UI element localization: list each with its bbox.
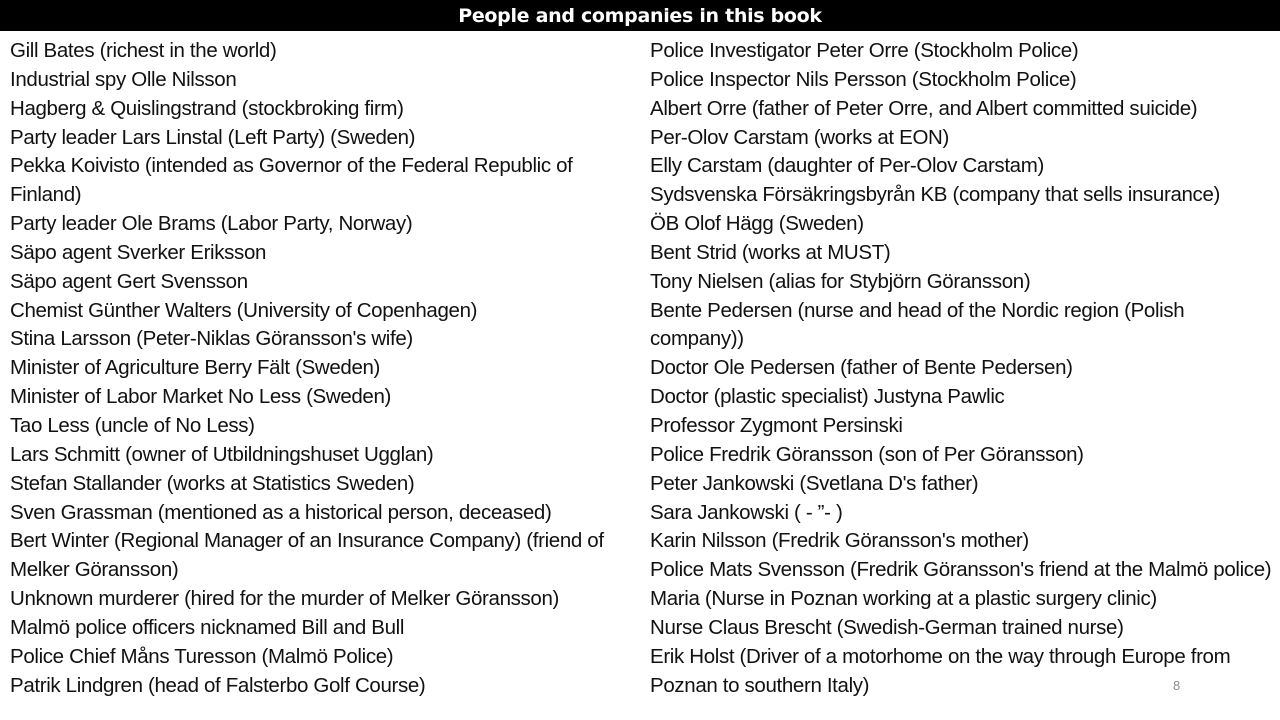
left-column <box>10 37 635 700</box>
list-item: Police Inspector Nils Persson (Stockholm Police) <box>650 67 1077 91</box>
list-item: Säpo agent Sverker Eriksson <box>10 240 267 264</box>
list-item: Stefan Stallander (works at Statistics Sweden) <box>10 471 415 495</box>
list-item: Unknown murderer (hired for the murder of Melker Göransson) <box>10 587 560 611</box>
list-item: Party leader Lars Linstal (Left Party) (Sweden) <box>10 125 416 149</box>
list-item: Sara Jankowski ( - ”- ) <box>650 500 843 524</box>
list-item: Party leader Ole Brams (Labor Party, Norway) <box>10 212 413 236</box>
list-item: Bent Strid (works at MUST) <box>650 240 891 264</box>
list-item: ÖB Olof Hägg (Sweden) <box>650 212 864 236</box>
page-title: People and companies in this book <box>458 4 822 27</box>
list-item: Police Mats Svensson (Fredrik Göransson's friend at the Malmö police) <box>650 558 1272 582</box>
list-item: Poznan to southern Italy) <box>650 673 870 697</box>
list-item: Elly Carstam (daughter of Per-Olov Carstam) <box>650 154 1044 178</box>
list-item: company)) <box>650 327 744 351</box>
list-item: Police Fredrik Göransson (son of Per Göransson) <box>650 442 1084 466</box>
list-item: Hagberg & Quislingstrand (stockbroking firm) <box>10 96 404 120</box>
list-item: Finland) <box>10 183 82 207</box>
list-item: Professor Zygmont Persinski <box>650 413 903 437</box>
list-item: Industrial spy Olle Nilsson <box>10 67 237 91</box>
list-item: Nurse Claus Brescht (Swedish-German trained nurse) <box>650 615 1124 639</box>
list-item: Stina Larsson (Peter-Niklas Göransson's wife) <box>10 327 413 351</box>
list-item: Karin Nilsson (Fredrik Göransson's mother) <box>650 529 1029 553</box>
list-item: Patrik Lindgren (head of Falsterbo Golf Course) <box>10 673 426 697</box>
list-item: Tao Less (uncle of No Less) <box>10 413 255 437</box>
list-item: Minister of Labor Market No Less (Sweden) <box>10 385 392 409</box>
list-item: Doctor (plastic specialist) Justyna Pawlic <box>650 385 1005 409</box>
list-item: Chemist Günther Walters (University of Copenhagen) <box>10 298 478 322</box>
list-item: Minister of Agriculture Berry Fält (Sweden) <box>10 356 381 380</box>
list-item: Pekka Koivisto (intended as Governor of the Federal Republic of <box>10 154 573 178</box>
list-item: Melker Göransson) <box>10 558 179 582</box>
list-item: Per-Olov Carstam (works at EON) <box>650 125 949 149</box>
list-item: Sydsvenska Försäkringsbyrån KB (company that sells insurance) <box>650 183 1220 207</box>
right-column <box>650 37 1280 700</box>
list-item: Sven Grassman (mentioned as a historical person, deceased) <box>10 500 552 524</box>
list-item: Säpo agent Gert Svensson <box>10 269 248 293</box>
list-item: Peter Jankowski (Svetlana D's father) <box>650 471 979 495</box>
list-item: Bert Winter (Regional Manager of an Insurance Company) (friend of <box>10 529 604 553</box>
list-item: Tony Nielsen (alias for Stybjörn Göransson) <box>650 269 1031 293</box>
list-item: Bente Pedersen (nurse and head of the Nordic region (Polish <box>650 298 1185 322</box>
list-item: Malmö police officers nicknamed Bill and Bull <box>10 615 405 639</box>
list-item: Police Investigator Peter Orre (Stockholm Police) <box>650 39 1079 62</box>
list-item: Albert Orre (father of Peter Orre, and Albert committed suicide) <box>650 96 1198 120</box>
list-item: Doctor Ole Pedersen (father of Bente Pedersen) <box>650 356 1073 380</box>
list-item: Gill Bates (richest in the world) <box>10 39 277 62</box>
page-number: 8 <box>1173 678 1181 693</box>
list-item: Police Chief Måns Turesson (Malmö Police) <box>10 644 394 668</box>
list-item: Lars Schmitt (owner of Utbildningshuset Ugglan) <box>10 442 434 466</box>
list-item: Erik Holst (Driver of a motorhome on the way through Europe from <box>650 644 1231 668</box>
list-item: Maria (Nurse in Poznan working at a plastic surgery clinic) <box>650 587 1157 611</box>
title-bar <box>0 0 1280 31</box>
